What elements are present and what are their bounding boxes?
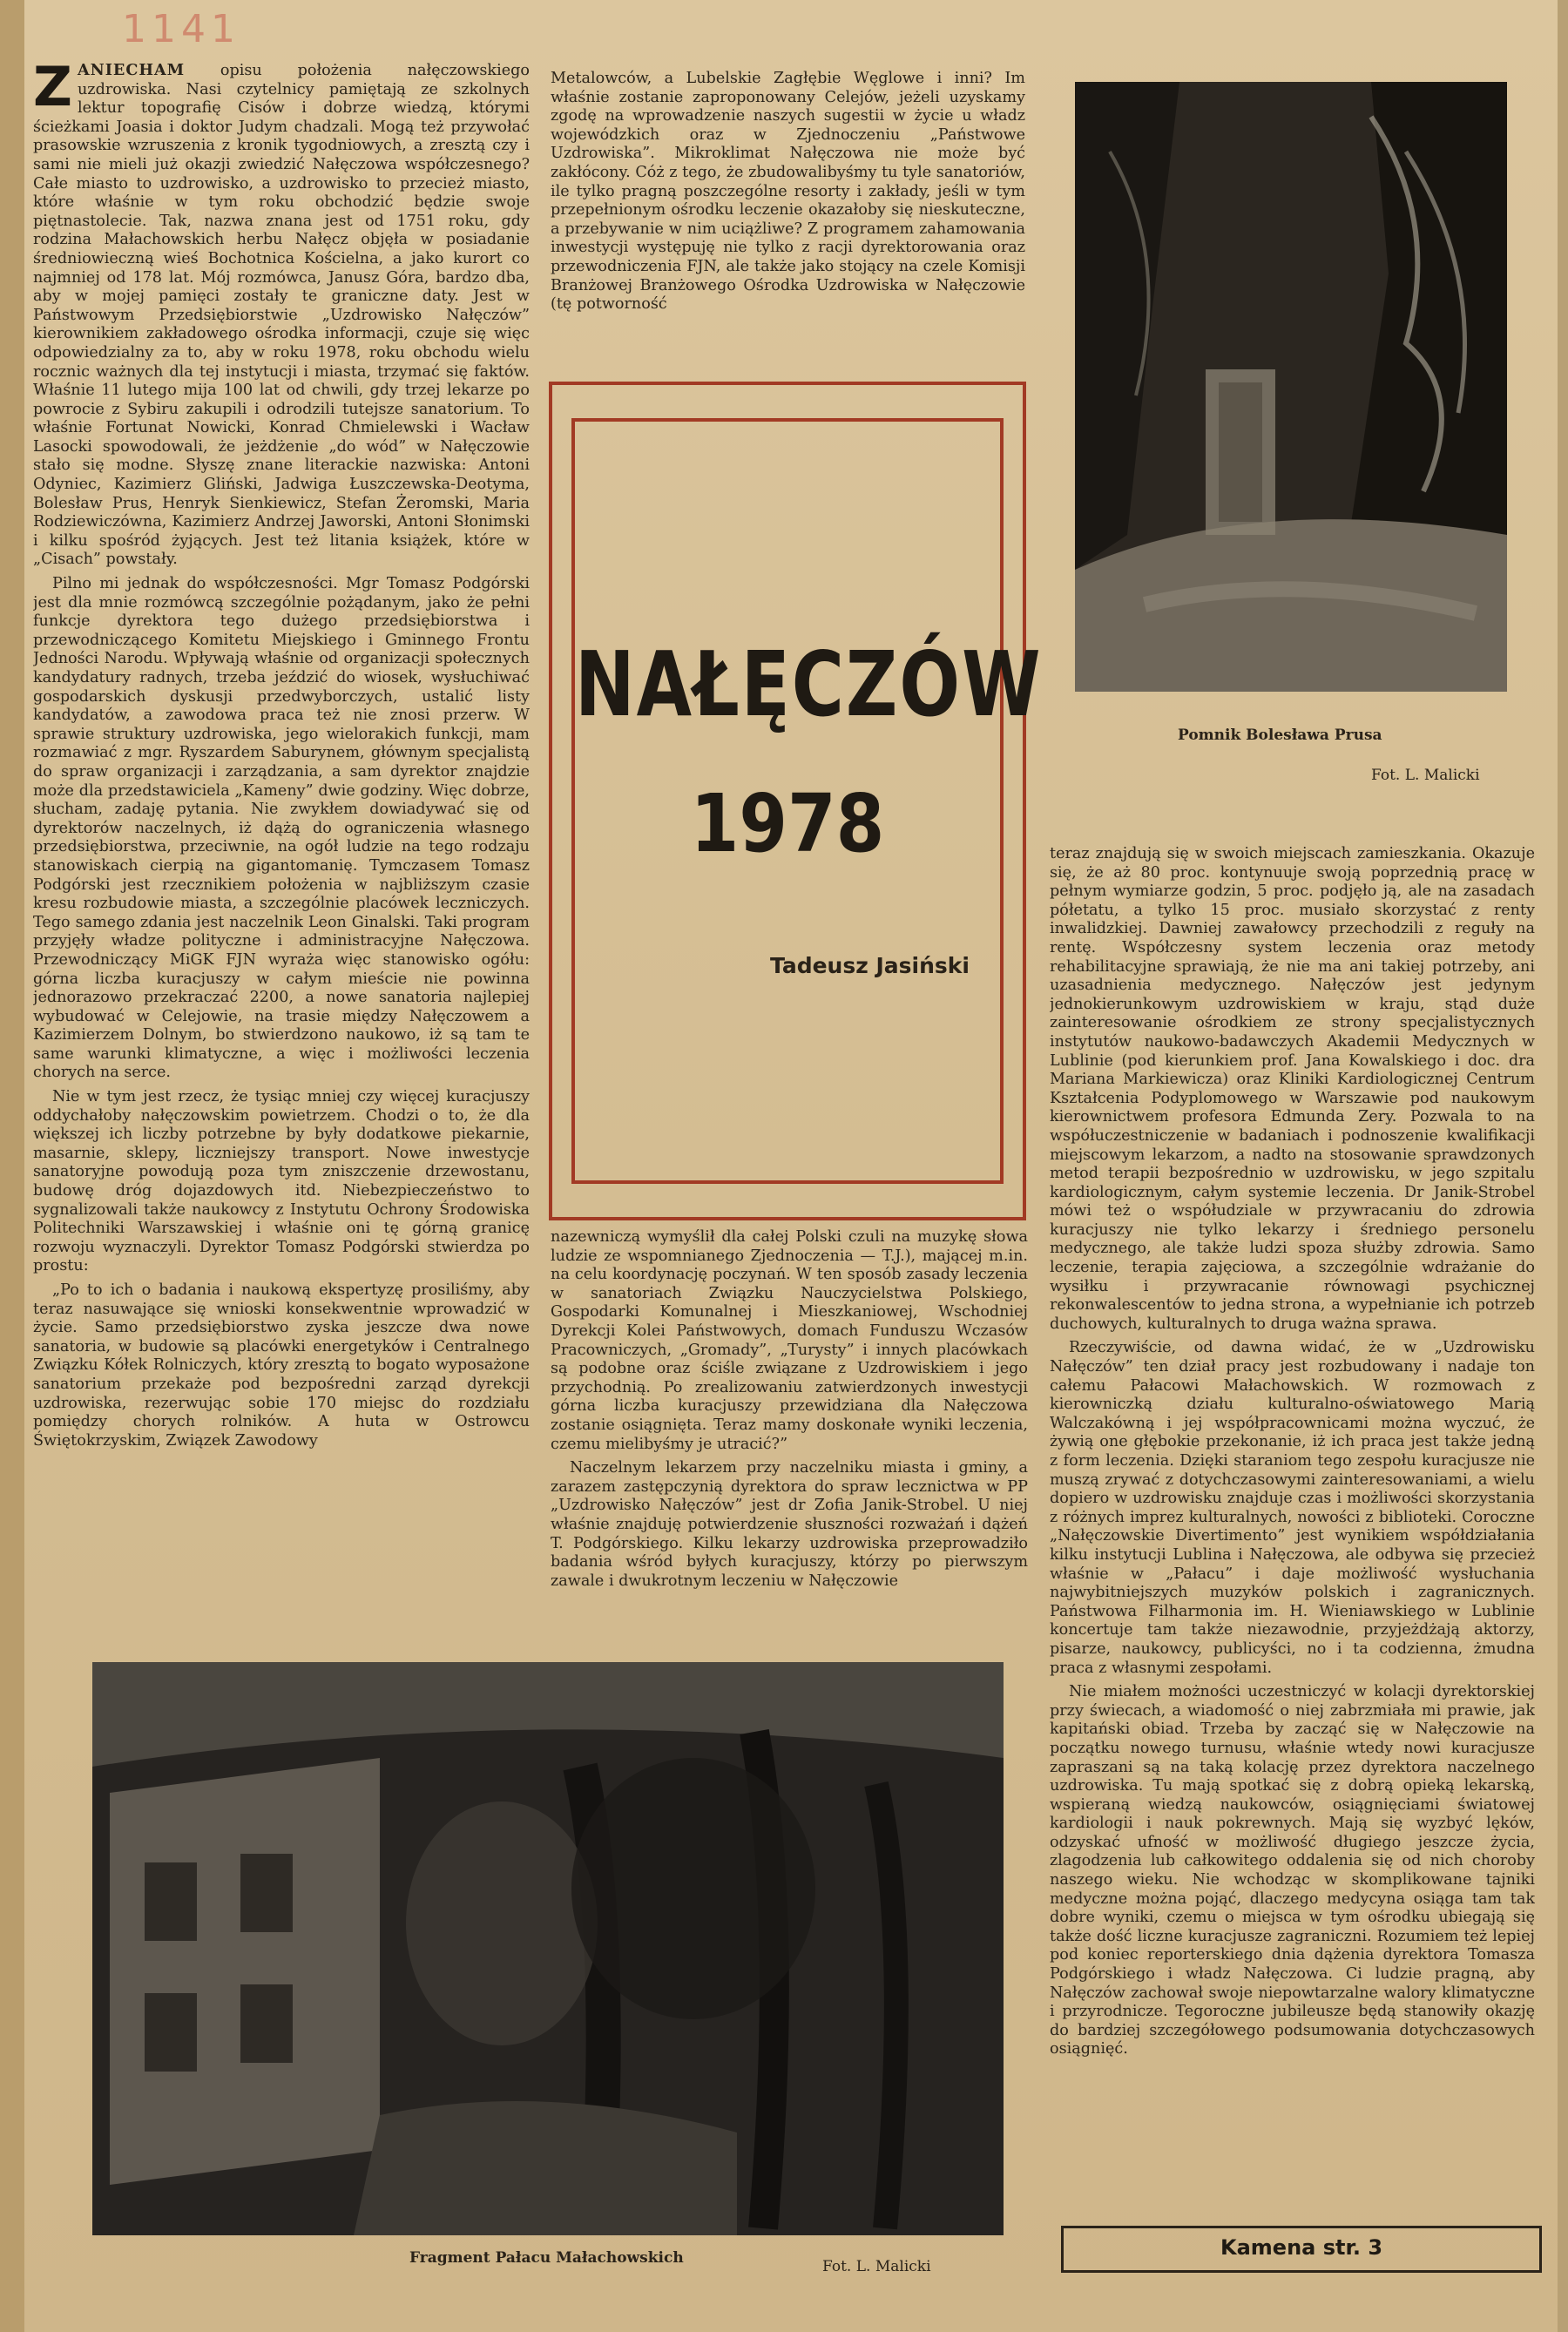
title-frame-inner [571,418,1043,1184]
photo-credit-bottom: Fot. L. Malicki [822,2258,931,2275]
article-paragraph: Naczelnym lekarzem przy naczelniku miasta i gminy, a zarazem zastępczynią dyrektora do spraw lecznictwa w PP „Uzdrowisko Nałęczów” jest dr Zofia Janik-Strobel. U niej właśnie znajduję potwierdzenie słuszności rozważań i dążeń T. Podgórskiego. Kilku lekarzy uzdrowiska przeprowadziło badania wśród byłych kuracjuszy, którzy po pierwszym zawale i dwukrotnym leczeniu w Nałęczowie [551,1459,1028,1590]
article-paragraph: Pilno mi jednak do współczesności. Mgr Tomasz Podgórski jest dla mnie rozmówcą szczególnie pożądanym, jako że pełni funkcje dyrektora tego dużego przedsiębiorstwa i przewodniczącego Komitetu Miejskiego i Gminnego Frontu Jedności Narodu. Wpływają właśnie od organizacji społecznych kandydatury radnych, trzeba jeździć do wiosek, wysłuchiwać gospodarskich dyskusji przedwyborczych, ustalić listy kandydatów, a zawodowa praca też nie znosi przerw. W sprawie struktury uzdrowiska, jego wielorakich funkcji, mam rozmawiać z mgr. Ryszardem Saburynem, głównym specjalistą do spraw organizacji i zarządzania, a sam dyrektor znajdzie może dla przedstawiciela „Kameny” dwie godziny. Więc dobrze, słucham, zadaję pytania. Nie zwykłem dowiadywać się od dyrektorów naczelnych, iż dążą do ograniczenia własnego przedsiębiorstwa, przeciwnie, na ogół ludzie na tego rodzaju stanowiskach cierpią na gigantomanię. Tymczasem Tomasz Podgórski jest rzecznikiem położenia w najbliższym czasie kresu rozbudowie miasta, a szczególnie placówek leczniczych. Tego samego zdania jest naczelnik Leon Ginalski. Taki program przyjęły władze polityczne i administracyjne Nałęczowa. Przewodniczący MiGK FJN wyraża więc stanowisko ogółu: górna liczba kuracjuszy w całym mieście nie powinna jednorazowo przekraczać 2200, a nowe sanatoria najlepiej wybudować w Celejowie, na trasie między Nałęczowem a Kazimierzem Dolnym, bo stwierdzono naukowo, iż są tam te same warunki klimatyczne, a więc i możliwości leczenia chorych na serce. [33,575,530,1082]
lead-word: ANIECHAM [77,61,186,79]
palace-photo-drawing [92,1662,1004,2235]
article-paragraph: Nie miałem możności uczestniczyć w kolacji dyrektorskiej przy świecach, a wiadomość o niej zabrzmiała mi prawie, jak kapitański obiad. Trzeba by zacząć się w Nałęczowie na początku nowego turnusu, właśnie wtedy nowi kuracjusze zapraszani są na taką kolację przez dyrektora naczelnego uzdrowiska. Tu mają spotkać się z dobrą opieką lekarską, wspieraną wiedzą naukowców, osiągnięciami światowej kardiologii i nauk pokrewnych. Mają się wyzbyć lęków, odzyskać ufność w możliwość długiego jeszcze życia, zlagodzenia lub całkowitego oddalenia się od nich choroby naszego wieku. Nie wchodząc w skomplikowane tajniki medyczne można pojąć, dlaczego medycyna osiąga tam tak dobre wyniki, czemu o miejsca w tym ośrodku ubiegają się także dość liczne kuracjusze zagraniczni. Rozumiem też lepiej pod koniec reporterskiego dnia dążenia dyrektora Tomasza Podgórskiego i władz Nałęczowa. Ci ludzie pragną, aby Nałęczów zachował swoje niepowtarzalne walory klimatyczne i przyrodnicze. Tegoroczne jubileusze będą stanowiły okazję do bardziej szczegółowego podsumowania dotychczasowych osiągnięć. [1050,1683,1535,2058]
article-column-1 [33,61,530,1681]
page-footer-box [1061,2226,1542,2273]
article-paragraph: Rzeczywiście, od dawna widać, że w „Uzdrowisku Nałęczów” ten dział pracy jest rozbudowany i nadaje ton całemu Pałacowi Małachowskich. W rozmowach z kierowniczką działu kulturalno-oświatowego Marią Walczakówną i jej współpracownicami można wyczuć, że żywią one głębokie przekonanie, iż ich praca jest także jedną z form leczenia. Dzięki staraniom tego zespołu kuracjusze nie muszą zrywać z dotychczasowymi zainteresowaniami, a wielu dopiero w uzdrowisku znajduje czas i możliwości skorzystania z różnych imprez kulturalnych, nowości z biblioteki. Coroczne „Nałęczowskie Divertimento” jest wynikiem współdziałania kilku instytucji Lublina i Nałęczowa, ale odbywa się przecież właśnie w „Pałacu” i daje możliwość wysłuchania najwybitniejszych muzyków polskich i zagranicznych. Państwowa Filharmonia im. H. Wieniawskiego w Lublinie koncertuje tam także niezawodnie, przyjeżdżają aktorzy, pisarze, naukowcy, publicyści, no i ta codzienna, żmudna praca z własnymi zespołami. [1050,1339,1535,1677]
photo-credit-top: Fot. L. Malicki [1371,767,1480,784]
page-edge-right [1558,0,1568,2332]
photo-caption-bottom: Fragment Pałacu Małachowskich [409,2249,684,2267]
monument-photo-drawing [1075,82,1507,692]
photo-prus-monument [1075,82,1507,692]
page-edge-left [0,0,24,2332]
handwritten-archive-number: 1141 [122,7,240,51]
article-paragraph [33,61,530,570]
photo-caption-top: Pomnik Bolesława Prusa [1178,727,1382,744]
photo-palace-fragment [92,1662,1004,2235]
article-column-3 [1050,845,1535,2221]
article-paragraph: teraz znajdują się w swoich miejscach zamieszkania. Okazuje się, że aż 80 proc. kontynuuje swoją poprzednią pracę w pełnym wymiarze godzin, 5 proc. podjęło ją, ale na zasadach półetatu, a tylko 15 proc. musiało skorzystać z renty inwalidzkiej. Dawniej zawałowcy przechodzili z reguły na rentę. Współczesny system leczenia oraz metody rehabilitacyjne sprawiają, że nie ma ani takiej potrzeby, ani uzasadnienia medycznego. Nałęczów jest jedynym jednokierunkowym uzdrowiskiem w kraju, stąd duże zainteresowanie ośrodkiem ze strony specjalistycznych instytutów naukowo-badawczych Akademii Medycznych w Lublinie (pod kierunkiem prof. Jana Kowalskiego i doc. dra Mariana Markiewicza) oraz Kliniki Kardiologicznej Centrum Kształcenia Podyplomowego w Warszawie pod naukowym kierownictwem profesora Edmunda Zery. Pozwala to na współuczestniczenie w badaniach i podnoszenie kwalifikacji miejscowym lekarzom, a nadto na stosowanie sprawdzonych metod terapii bezpośrednio w uzdrowisku, w jego szpitalu kardiologicznym, całym systemie leczenia. Dr Janik-Strobel mówi też o współudziale w przywracaniu do zdrowia kuracjuszy nie tylko lekarzy i średniego personelu medycznego, ale także ludzi spoza służby zdrowia. Samo leczenie, terapia zajęciowa, a szczególnie wdrażanie do wysiłku i przywracanie równowagi psychicznej rekonwalescentów to jedna strona, a wypełnianie ich potrzeb duchowych, kulturalnych to druga ważna sprawa. [1050,845,1535,1333]
title-frame-outer [549,382,1043,1220]
article-author: Tadeusz Jasiński [770,953,970,978]
paragraph-text: opisu położenia nałęczowskiego uzdrowiska. Nasi czytelnicy pamiętają ze szkolnych lektur topografię Cisów i dobrze wiedzą, którymi ścieżkami Joasia i doktor Judym chadzali. Mogą też przywołać prasowskie wzruszenia z kronik tygodniowych, a zresztą czy i sami nie mieli już okazji zwiedzić Nałęczowa współczesnego? Całe miasto to uzdrowisko, a uzdrowisko to przecież miasto, które właśnie w tym roku obchodzić będzie swoje piętnastolecie. Tak, nazwa znana jest od 1751 roku, gdy rodzina Małachowskich herbu Nałęcz objęła w posiadanie średniowieczną wieś Bochotnica Kościelna, a jako kurort co najmniej od 178 lat. Mój rozmówca, Janusz Góra, bardzo dba, aby w mojej pamięci zostały te graniczne daty. Jest w Państwowym Przedsiębiorstwie „Uzdrowisko Nałęczów” kierownikiem zakładowego ośrodka informacji, czuje się więc odpowiedzialny za to, aby w roku 1978, roku obchodu wielu rocznic ważnych dla tej instytucji i miasta, trzymać się faktów. Właśnie 11 lutego mija 100 lat od chwili, gdy trzej lekarze po powrocie z Sybiru zakupili i odrodzili tutejsze sanatorium. To właśnie Fortunat Nowicki, Konrad Chmielewski i Wacław Lasocki spowodowali, że jeżdżenie „do wód” w Nałęczowie stało się modne. Słyszę znane literackie nazwiska: Antoni Odyniec, Kazimierz Gliński, Jadwiga Łuszczewska-Deotyma, Bolesław Prus, Henryk Sienkiewicz, Stefan Żeromski, Maria Rodziewiczówna, Kazimierz Andrzej Jaworski, Antoni Słonimski i kilku spośród żyjących. Jest też litania książek, które w „Cisach” powstały. [33,62,530,569]
article-paragraph: „Po to ich o badania i naukową ekspertyzę prosiliśmy, aby teraz nasuwające się wnioski konsekwentnie wprowadzić w życie. Samo przedsiębiorstwo zyska jeszcze dwa nowe sanatoria, w budowie są placówki energetyków i Centralnego Związku Kółek Rolniczych, który zresztą to bogato wyposażone sanatorium przekaże pod bezpośredni zarząd dyrekcji uzdrowiska, rezerwując sobie 170 miejsc do rozdziału pomiędzy chorych rolników. A huta w Ostrowcu Świętokrzyskim, Związek Zawodowy [33,1281,530,1450]
article-title: NAŁĘCZÓW [575,633,1043,737]
article-column-2-bottom [551,1228,1028,1638]
article-paragraph: Metalowców, a Lubelskie Zagłębie Węglowe i inni? Im właśnie zostanie zaproponowany Celejów, jeżeli uzyskamy zgodę na wprowadzenie naszych sugestii w życie u władz wojewódzkich oraz w Zjednoczeniu „Państwowe Uzdrowiska”. Mikroklimat Nałęczowa nie może być zakłócony. Cóż z tego, że zbudowalibyśmy tu tyle sanatoriów, ile tylko pragną poszczególne resorty i zakłady, jeśli w tym przepełnionym ośrodku leczenie okazałoby się nieskuteczne, a przebywanie w nim uciążliwe? Z programem zahamowania inwestycji występuję nie tylko z racji dyrektorowania oraz przewodniczenia FJN, ale także jako stojący na czele Komisji Branżowej Branżowego Ośrodka Uzdrowiska w Nałęczowie (tę potworność [551,70,1025,314]
article-column-2-top [551,70,1025,366]
page-footer-label: Kamena str. 3 [1220,2235,1383,2260]
drop-cap: Z [33,61,72,118]
article-paragraph: Nie w tym jest rzecz, że tysiąc mniej czy więcej kuracjuszy oddychałoby nałęczowskim powietrzem. Chodzi o to, że dla większej ich liczby potrzebne by były dodatkowe piekarnie, masarnie, sklepy, liczniejszy transport. Nowe inwestycje sanatoryjne powodują poza tym zniszczenie drzewostanu, budowę dróg dojazdowych itd. Niebezpieczeństwo to sygnalizowali także naukowcy z Instytutu Ochrony Środowiska Politechniki Warszawskiej i właśnie oni tę górną granicę rozwoju wyznaczyli. Dyrektor Tomasz Podgórski stwierdza po prostu: [33,1088,530,1275]
article-year: 1978 [690,777,885,870]
article-paragraph: nazewniczą wymyślił dla całej Polski czuli na muzykę słowa ludzie ze wspomnianego Zjednoczenia — T.J.), mającej m.in. na celu koordynację poczynań. W ten sposób zasady leczenia w sanatoriach Związku Nauczycielstwa Polskiego, Gospodarki Komunalnej i Mieszkaniowej, Wschodniej Dyrekcji Kolei Państwowych, domach Funduszu Wczasów Pracowniczych, „Gromady”, „Turysty” i innych placówkach są podobne oraz ściśle związane z Uzdrowiskiem i jego przychodnią. Po zrealizowaniu zatwierdzonych inwestycji górna liczba kuracjuszy przewidziana dla Nałęczowa zostanie osiągnięta. Teraz mamy doskonałe wyniki leczenia, czemu mielibyśmy je utracić?” [551,1228,1028,1453]
